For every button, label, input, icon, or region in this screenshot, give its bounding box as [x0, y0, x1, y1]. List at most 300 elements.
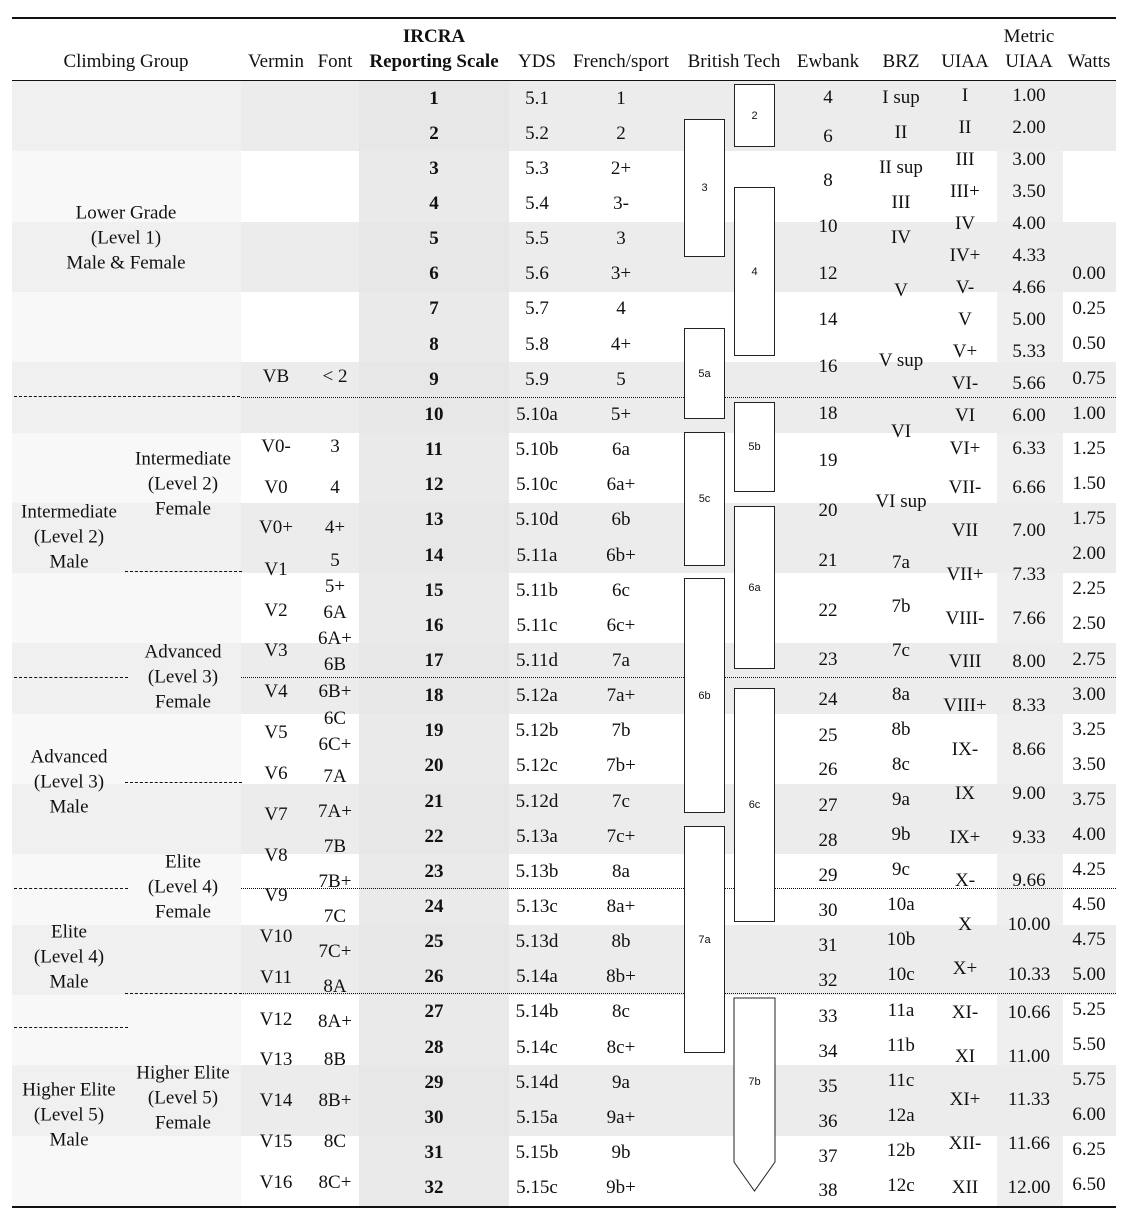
metric-cell: 11.66: [1007, 1133, 1051, 1154]
metric-cell: 5.66: [1012, 373, 1046, 394]
ircra-cell: 28: [424, 1036, 444, 1058]
header-ewbank: Ewbank: [796, 51, 860, 72]
vermin-cell: V15: [259, 1131, 293, 1152]
metric-cell: 3.50: [1012, 181, 1046, 202]
british-tech-arrow-box: [733, 997, 776, 1192]
ircra-cell: 2: [429, 122, 439, 144]
yds-cell: 5.5: [525, 228, 549, 250]
yds-cell: 5.11b: [515, 579, 559, 601]
yds-cell: 5.10c: [516, 474, 558, 496]
uiaa-cell: X-: [954, 870, 976, 891]
climbing-group-label: Advanced (Level 3) Female: [144, 641, 222, 713]
british-tech-label: 6b: [698, 689, 711, 702]
font-cell: < 2: [322, 366, 348, 387]
ewbank-cell: 16: [818, 356, 838, 377]
watts-cell: 1.00: [1072, 403, 1106, 424]
french-cell: 4: [616, 298, 626, 320]
uiaa-cell: XII: [951, 1177, 979, 1198]
metric-cell: 8.00: [1012, 651, 1046, 672]
climbing-group-label: Higher Elite (Level 5) Male: [22, 1079, 116, 1151]
header-rule: [12, 80, 1116, 81]
vermin-cell: V2: [264, 600, 288, 621]
brz-cell: II sup: [879, 157, 923, 178]
french-cell: 7b: [611, 720, 631, 742]
french-cell: 7c: [612, 790, 630, 812]
yds-cell: 5.10a: [516, 403, 558, 425]
uiaa-cell: IX: [954, 783, 976, 804]
vermin-cell: V12: [259, 1009, 293, 1030]
ewbank-cell: 23: [818, 649, 838, 670]
ewbank-cell: 37: [818, 1146, 838, 1167]
watts-cell: 1.50: [1072, 473, 1106, 494]
ircra-cell: 16: [424, 614, 444, 636]
ewbank-cell: 31: [818, 935, 838, 956]
yds-cell: 5.13b: [515, 860, 559, 882]
ewbank-cell: 6: [823, 126, 833, 147]
vermin-cell: V4: [264, 681, 288, 702]
uiaa-cell: XI-: [951, 1002, 979, 1023]
french-cell: 8c: [612, 1001, 630, 1023]
metric-cell: 5.33: [1012, 341, 1046, 362]
french-cell: 8a+: [606, 896, 636, 918]
watts-cell: 4.00: [1072, 824, 1106, 845]
ircra-cell: 12: [424, 474, 444, 496]
yds-cell: 5.1: [525, 87, 549, 109]
vermin-cell: V10: [259, 926, 293, 947]
group-divider: [125, 993, 242, 994]
ircra-cell: 4: [429, 193, 439, 215]
ewbank-cell: 34: [818, 1041, 838, 1062]
metric-cell: 4.33: [1012, 245, 1046, 266]
yds-cell: 5.3: [525, 157, 549, 179]
climbing-group-label: Elite (Level 4) Male: [33, 921, 105, 993]
group-divider: [14, 677, 128, 678]
ewbank-cell: 28: [818, 830, 838, 851]
brz-cell: 9a: [892, 789, 910, 810]
vermin-cell: V13: [259, 1049, 293, 1070]
font-cell: 6A+: [318, 628, 352, 649]
metric-cell: 4.00: [1012, 213, 1046, 234]
metric-cell: 9.00: [1012, 783, 1046, 804]
watts-cell: 6.00: [1072, 1104, 1106, 1125]
french-cell: 3: [616, 228, 626, 250]
ircra-cell: 24: [424, 896, 444, 918]
font-cell: 6C+: [318, 734, 352, 755]
uiaa-cell: VIII-: [945, 608, 985, 629]
metric-cell: 11.00: [1007, 1046, 1051, 1067]
french-cell: 9b+: [606, 1177, 636, 1199]
british-tech-label: 6a: [748, 581, 761, 594]
ewbank-cell: 32: [818, 970, 838, 991]
brz-cell: 8b: [891, 719, 911, 740]
french-cell: 2: [616, 122, 626, 144]
yds-cell: 5.14c: [516, 1036, 558, 1058]
brz-cell: V: [894, 280, 908, 301]
metric-cell: 4.66: [1012, 277, 1046, 298]
vermin-cell: V1: [264, 559, 288, 580]
brz-cell: 10a: [887, 894, 915, 915]
climbing-group-label: Elite (Level 4) Female: [147, 851, 219, 923]
british-tech-label: 5a: [698, 367, 711, 380]
ewbank-cell: 19: [818, 450, 838, 471]
ircra-cell: 32: [424, 1177, 444, 1199]
uiaa-cell: VII+: [946, 564, 984, 585]
ircra-cell: 9: [429, 368, 439, 390]
font-cell: 5: [330, 550, 340, 571]
vermin-cell: V7: [264, 804, 288, 825]
french-cell: 3+: [610, 263, 632, 285]
uiaa-cell: X+: [952, 958, 978, 979]
ewbank-cell: 27: [818, 795, 838, 816]
font-cell: 6B: [323, 654, 347, 675]
french-cell: 8c+: [606, 1036, 636, 1058]
metric-cell: 11.33: [1007, 1089, 1051, 1110]
brz-cell: 8c: [892, 754, 910, 775]
watts-cell: 4.75: [1072, 929, 1106, 950]
french-cell: 6b+: [606, 544, 636, 566]
vermin-cell: V14: [259, 1090, 293, 1111]
watts-cell: 0.00: [1072, 263, 1106, 284]
metric-cell: 7.00: [1012, 520, 1046, 541]
brz-cell: 11b: [887, 1035, 915, 1056]
bottom-rule: [12, 1206, 1116, 1208]
climbing-group-label: Intermediate (Level 2) Female: [134, 448, 232, 520]
brz-cell: 8a: [892, 684, 910, 705]
yds-cell: 5.14d: [515, 1071, 559, 1093]
ircra-cell: 13: [424, 509, 444, 531]
uiaa-cell: III: [955, 149, 975, 170]
ircra-cell: 31: [424, 1142, 444, 1164]
watts-cell: 6.25: [1072, 1139, 1106, 1160]
ircra-cell: 6: [429, 263, 439, 285]
brz-cell: 7b: [891, 596, 911, 617]
french-cell: 2+: [610, 157, 632, 179]
vermin-cell: V5: [264, 722, 288, 743]
french-cell: 9a: [612, 1071, 630, 1093]
yds-cell: 5.8: [525, 333, 549, 355]
font-cell: 7A: [323, 766, 347, 787]
ewbank-cell: 35: [818, 1076, 838, 1097]
yds-cell: 5.10d: [515, 509, 559, 531]
metric-cell: 9.33: [1012, 827, 1046, 848]
french-cell: 5: [616, 368, 626, 390]
font-cell: 5+: [324, 576, 346, 597]
group-divider: [14, 1027, 128, 1028]
watts-cell: 3.25: [1072, 719, 1106, 740]
metric-cell: 10.66: [1007, 1002, 1051, 1023]
british-tech-label: 2: [751, 109, 758, 122]
brz-cell: 7a: [892, 552, 910, 573]
yds-cell: 5.11a: [516, 544, 558, 566]
ewbank-cell: 4: [823, 87, 833, 108]
ircra-cell: 29: [424, 1071, 444, 1093]
yds-cell: 5.2: [525, 122, 549, 144]
metric-cell: 5.00: [1012, 309, 1046, 330]
brz-cell: 10c: [887, 964, 915, 985]
yds-cell: 5.15b: [515, 1142, 559, 1164]
ewbank-cell: 26: [818, 759, 838, 780]
brz-cell: VI: [890, 421, 912, 442]
yds-cell: 5.12d: [515, 790, 559, 812]
ircra-cell: 30: [424, 1106, 444, 1128]
brz-cell: 9c: [892, 859, 910, 880]
watts-cell: 1.25: [1072, 438, 1106, 459]
french-cell: 6c: [612, 579, 630, 601]
british-tech-label: 3: [701, 182, 708, 194]
row-separator: [241, 888, 1116, 889]
french-cell: 4+: [610, 333, 632, 355]
font-cell: 6B+: [318, 681, 352, 702]
metric-cell: 10.00: [1007, 914, 1051, 935]
top-rule: [12, 17, 1116, 19]
ircra-cell: 8: [429, 333, 439, 355]
metric-cell: 10.33: [1007, 964, 1051, 985]
ircra-cell: 18: [424, 685, 444, 707]
brz-cell: 9b: [891, 824, 911, 845]
uiaa-cell: VII-: [948, 477, 982, 498]
font-cell: 6A: [323, 602, 347, 623]
yds-cell: 5.12b: [515, 720, 559, 742]
watts-cell: 5.00: [1072, 964, 1106, 985]
ircra-cell: 22: [424, 825, 444, 847]
brz-cell: 12a: [887, 1105, 915, 1126]
british-tech-label: 6c: [748, 799, 761, 811]
yds-cell: 5.15c: [516, 1177, 558, 1199]
header-yds: YDS: [517, 51, 557, 72]
watts-cell: 4.25: [1072, 859, 1106, 880]
font-cell: 8C: [323, 1131, 347, 1152]
french-cell: 7a+: [606, 685, 636, 707]
vermin-cell: V0-: [261, 436, 291, 457]
british-tech-label: 7a: [698, 933, 711, 946]
climbing-group-label: Advanced (Level 3) Male: [30, 746, 108, 818]
ewbank-cell: 38: [818, 1180, 838, 1201]
brz-cell: 12c: [887, 1175, 915, 1196]
ircra-cell: 3: [429, 157, 439, 179]
ewbank-cell: 8: [823, 170, 833, 191]
ewbank-cell: 10: [818, 216, 838, 237]
vermin-cell: V8: [264, 845, 288, 866]
header-climbing-group: Climbing Group: [63, 51, 189, 72]
header-brz: BRZ: [882, 51, 920, 72]
uiaa-cell: VI+: [949, 438, 981, 459]
yds-cell: 5.6: [525, 263, 549, 285]
french-cell: 8b: [611, 931, 631, 953]
ircra-cell: 14: [424, 544, 444, 566]
ircra-cell: 7: [429, 298, 439, 320]
metric-cell: 8.33: [1012, 695, 1046, 716]
ircra-cell: 15: [424, 579, 444, 601]
french-cell: 6b: [611, 509, 631, 531]
header-watts: Watts: [1067, 51, 1111, 72]
ircra-cell: 11: [425, 439, 443, 461]
font-cell: 7C+: [318, 941, 352, 962]
metric-cell: 8.66: [1012, 739, 1046, 760]
watts-cell: 0.25: [1072, 298, 1106, 319]
metric-cell: 3.00: [1012, 149, 1046, 170]
ircra-cell: 23: [424, 860, 444, 882]
ircra-cell: 25: [424, 931, 444, 953]
uiaa-cell: VI-: [951, 373, 979, 394]
watts-cell: 3.50: [1072, 754, 1106, 775]
watts-cell: 0.75: [1072, 368, 1106, 389]
font-cell: 8B: [323, 1049, 347, 1070]
uiaa-cell: V+: [952, 341, 978, 362]
yds-cell: 5.14b: [515, 1001, 559, 1023]
uiaa-cell: III+: [950, 181, 980, 202]
ewbank-cell: 22: [818, 600, 838, 621]
brz-cell: IV: [890, 227, 912, 248]
yds-cell: 5.12a: [516, 685, 558, 707]
watts-cell: 1.75: [1072, 508, 1106, 529]
ircra-cell: 27: [424, 1001, 444, 1023]
french-cell: 8a: [612, 860, 630, 882]
metric-cell: 7.66: [1012, 608, 1046, 629]
watts-cell: 2.50: [1072, 613, 1106, 634]
uiaa-cell: VIII+: [943, 695, 987, 716]
french-cell: 9b: [611, 1142, 631, 1164]
watts-cell: 4.50: [1072, 894, 1106, 915]
watts-cell: 6.50: [1072, 1174, 1106, 1195]
vermin-cell: V0+: [259, 517, 293, 538]
brz-cell: III: [891, 192, 911, 213]
ewbank-cell: 25: [818, 725, 838, 746]
climbing-group-label: Intermediate (Level 2) Male: [20, 501, 118, 573]
uiaa-cell: IX+: [949, 827, 981, 848]
font-cell: 8A: [323, 976, 347, 997]
british-tech-label: 7b: [748, 1075, 761, 1088]
vermin-cell: V9: [264, 885, 288, 906]
yds-cell: 5.14a: [516, 966, 558, 988]
brz-cell: 11a: [887, 1000, 915, 1021]
vermin-cell: V16: [259, 1172, 293, 1193]
uiaa-cell: I: [961, 85, 969, 106]
ewbank-cell: 18: [818, 403, 838, 424]
header-metric-top: Metric: [1003, 26, 1055, 47]
brz-cell: 7c: [892, 640, 910, 661]
french-cell: 9a+: [606, 1106, 636, 1128]
brz-cell: VI sup: [875, 491, 927, 512]
header-metric-bottom: UIAA: [1005, 51, 1053, 72]
climbing-group-label: Higher Elite (Level 5) Female: [136, 1062, 230, 1134]
uiaa-cell: II: [958, 117, 972, 138]
brz-cell: I sup: [882, 87, 920, 108]
uiaa-cell: IX-: [951, 739, 979, 760]
group-divider: [125, 782, 242, 783]
french-cell: 6c+: [606, 614, 636, 636]
font-cell: 4: [330, 477, 340, 498]
font-cell: 7A+: [318, 801, 352, 822]
font-cell: 8C+: [318, 1172, 352, 1193]
ircra-cell: 19: [424, 720, 444, 742]
yds-cell: 5.11d: [515, 649, 559, 671]
uiaa-cell: V-: [955, 277, 975, 298]
brz-cell: 11c: [887, 1070, 915, 1091]
ewbank-cell: 21: [818, 550, 838, 571]
french-cell: 7c+: [606, 825, 636, 847]
vermin-cell: V11: [259, 967, 293, 988]
french-cell: 8b+: [606, 966, 636, 988]
ewbank-cell: 33: [818, 1006, 838, 1027]
french-cell: 3-: [613, 193, 629, 215]
font-cell: 3: [330, 436, 340, 457]
uiaa-cell: IV+: [949, 245, 981, 266]
french-cell: 6a+: [606, 474, 636, 496]
vermin-cell: V3: [264, 640, 288, 661]
french-cell: 6a: [612, 439, 630, 461]
group-divider: [125, 571, 242, 572]
uiaa-cell: XII-: [948, 1133, 982, 1154]
watts-cell: 5.75: [1072, 1069, 1106, 1090]
metric-cell: 9.66: [1012, 870, 1046, 891]
metric-cell: 2.00: [1012, 117, 1046, 138]
header-british-tech: British Tech: [687, 51, 781, 72]
ewbank-cell: 12: [818, 263, 838, 284]
british-tech-label: 5c: [698, 493, 711, 505]
yds-cell: 5.13c: [516, 896, 558, 918]
ewbank-cell: 30: [818, 900, 838, 921]
font-cell: 7C: [323, 906, 347, 927]
ircra-cell: 5: [429, 228, 439, 250]
french-cell: 1: [616, 87, 626, 109]
group-divider: [14, 888, 128, 889]
ircra-cell: 21: [424, 790, 444, 812]
british-tech-label: 4: [751, 265, 758, 278]
uiaa-cell: VIII: [948, 651, 982, 672]
yds-cell: 5.7: [525, 298, 549, 320]
header-uiaa: UIAA: [941, 51, 989, 72]
ircra-cell: 17: [424, 649, 444, 671]
ewbank-cell: 36: [818, 1111, 838, 1132]
climbing-group-label: Lower Grade (Level 1) Male & Female: [66, 202, 186, 274]
ircra-cell: 20: [424, 755, 444, 777]
uiaa-cell: VI: [954, 405, 976, 426]
uiaa-cell: IV: [954, 213, 976, 234]
font-cell: 7B: [323, 836, 347, 857]
metric-cell: 7.33: [1012, 564, 1046, 585]
metric-cell: 6.33: [1012, 438, 1046, 459]
brz-cell: II: [894, 122, 908, 143]
french-cell: 7b+: [606, 755, 636, 777]
vermin-cell: V0: [264, 477, 288, 498]
watts-cell: 5.25: [1072, 999, 1106, 1020]
ewbank-cell: 20: [818, 500, 838, 521]
french-cell: 5+: [610, 403, 632, 425]
row-separator: [241, 677, 1116, 678]
metric-cell: 12.00: [1007, 1177, 1051, 1198]
uiaa-cell: X: [958, 914, 972, 935]
watts-cell: 5.50: [1072, 1034, 1106, 1055]
header-ircra-top: IRCRA: [402, 26, 466, 47]
ewbank-cell: 29: [818, 865, 838, 886]
brz-cell: 10b: [886, 929, 916, 950]
vermin-cell: VB: [262, 366, 290, 387]
yds-cell: 5.4: [525, 193, 549, 215]
watts-cell: 2.25: [1072, 578, 1106, 599]
row-separator: [241, 993, 1116, 994]
watts-cell: 3.75: [1072, 789, 1106, 810]
uiaa-cell: V: [958, 309, 972, 330]
ewbank-cell: 14: [818, 309, 838, 330]
font-cell: 8B+: [318, 1090, 352, 1111]
ircra-cell: 26: [424, 966, 444, 988]
watts-cell: 0.50: [1072, 333, 1106, 354]
yds-cell: 5.11c: [516, 614, 558, 636]
font-cell: 7B+: [318, 871, 352, 892]
header-font: Font: [317, 51, 353, 72]
vermin-cell: V6: [264, 763, 288, 784]
header-french: French/sport: [572, 51, 670, 72]
